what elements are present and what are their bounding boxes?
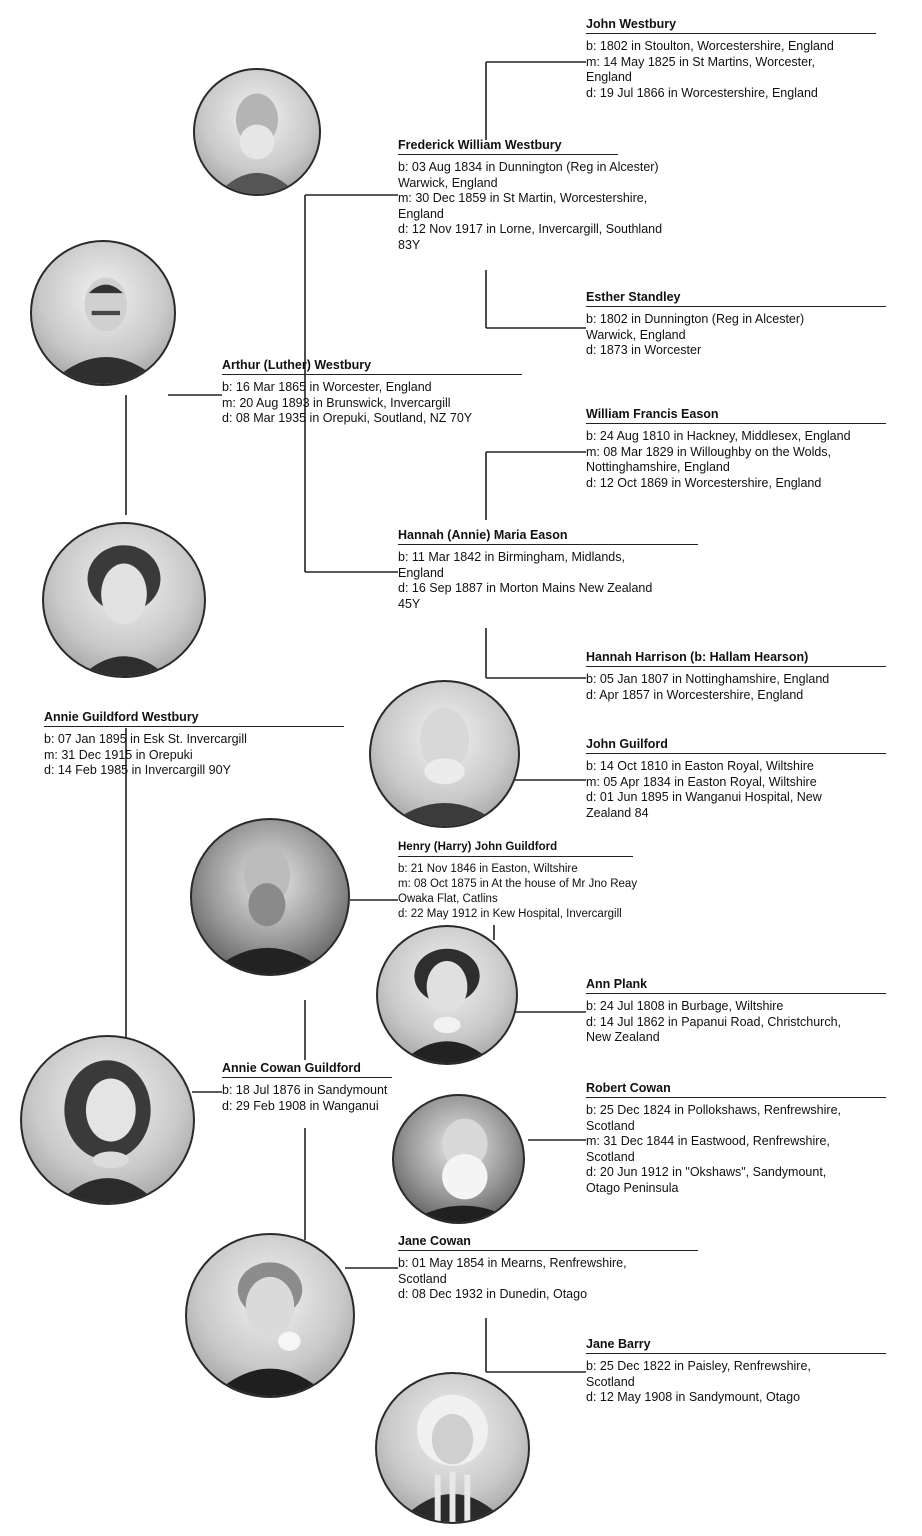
person-ann-plank: [586, 977, 886, 1046]
person-name: Frederick William Westbury: [398, 138, 618, 155]
portrait-robert-cowan: [392, 1094, 525, 1224]
person-detail-line: b: 25 Dec 1824 in Pollokshaws, Renfrewshire,: [586, 1103, 841, 1117]
person-detail-line: m: 08 Mar 1829 in Willoughby on the Wolds,: [586, 444, 832, 459]
person-detail-line: m: 05 Apr 1834 in Easton Royal, Wiltshire: [586, 774, 817, 789]
person-detail-line: m: 14 May 1825 in St Martins, Worcester,: [586, 54, 816, 69]
person-name: Arthur (Luther) Westbury: [222, 358, 522, 375]
person-detail-line: m: 30 Dec 1859 in St Martin, Worcestershire,: [398, 191, 648, 205]
person-name: Annie Guildford Westbury: [44, 710, 344, 727]
person-detail-line: d: 1873 in Worcester: [586, 343, 702, 357]
person-detail-line: d: 22 May 1912 in Kew Hospital, Invercargill: [398, 908, 622, 920]
person-detail-line: b: 1802 in Dunnington (Reg in Alcester): [586, 312, 805, 326]
person-name: Ann Plank: [586, 977, 886, 994]
person-frederick-william-westbury: [398, 138, 662, 253]
person-detail-line: Scotland: [586, 1149, 635, 1164]
person-detail-line: b: 01 May 1854 in Mearns, Renfrewshire,: [398, 1256, 627, 1270]
portrait-john-guilford: [369, 680, 520, 828]
person-detail-line: d: 12 Nov 1917 in Lorne, Invercargill, Southland: [398, 222, 663, 236]
person-detail-line: d: 29 Feb 1908 in Wanganui: [222, 1098, 379, 1113]
person-detail-line: b: 1802 in Stoulton, Worcestershire, England: [586, 39, 834, 53]
portrait-jane-barry: [375, 1372, 530, 1524]
person-detail-line: Otago Peninsula: [586, 1180, 679, 1195]
person-detail-line: Scotland: [586, 1118, 635, 1133]
person-detail-line: b: 24 Aug 1810 in Hackney, Middlesex, England: [586, 429, 851, 443]
person-detail-line: m: 31 Dec 1844 in Eastwood, Renfrewshire,: [586, 1134, 830, 1148]
person-detail-line: b: 21 Nov 1846 in Easton, Wiltshire: [398, 863, 578, 875]
person-detail-line: b: 18 Jul 1876 in Sandymount: [222, 1083, 388, 1097]
person-detail-line: d: 12 Oct 1869 in Worcestershire, England: [586, 475, 822, 490]
portrait-arthur-luther-westbury: [30, 240, 176, 386]
person-henry-harry-john-guildford: [398, 840, 637, 922]
person-detail-line: Warwick, England: [586, 327, 686, 342]
person-detail-line: d: 01 Jun 1895 in Wanganui Hospital, New: [586, 790, 822, 804]
person-detail-line: 83Y: [398, 237, 421, 252]
person-esther-standley: [586, 290, 886, 359]
person-detail-line: d: 08 Mar 1935 in Orepuki, Soutland, NZ 70Y: [222, 411, 473, 425]
person-name: Hannah (Annie) Maria Eason: [398, 528, 698, 545]
person-detail-line: 45Y: [398, 596, 421, 611]
person-detail-line: Nottinghamshire, England: [586, 460, 730, 474]
person-detail-line: b: 05 Jan 1807 in Nottinghamshire, England: [586, 672, 830, 686]
person-detail-line: Zealand 84: [586, 805, 649, 820]
person-detail-line: b: 24 Jul 1808 in Burbage, Wiltshire: [586, 999, 784, 1013]
person-detail-line: m: 20 Aug 1893 in Brunswick, Invercargill: [222, 395, 451, 410]
portrait-jane-cowan: [185, 1233, 355, 1398]
person-name: William Francis Eason: [586, 407, 886, 424]
person-name: Annie Cowan Guildford: [222, 1061, 392, 1078]
person-detail-line: b: 07 Jan 1895 in Esk St. Invercargill: [44, 732, 247, 746]
person-hannah-harrison: [586, 650, 886, 703]
person-name: Jane Cowan: [398, 1234, 698, 1251]
person-detail-line: d: Apr 1857 in Worcestershire, England: [586, 687, 804, 702]
person-name: Hannah Harrison (b: Hallam Hearson): [586, 650, 886, 667]
person-detail-line: d: 12 May 1908 in Sandymount, Otago: [586, 1390, 801, 1404]
person-detail-line: Scotland: [586, 1374, 635, 1389]
person-name: John Westbury: [586, 17, 876, 34]
person-annie-guildford-westbury: [44, 710, 344, 779]
person-detail-line: d: 08 Dec 1932 in Dunedin, Otago: [398, 1287, 588, 1301]
person-name: John Guilford: [586, 737, 886, 754]
person-arthur-luther-westbury: [222, 358, 522, 427]
person-john-guilford: [586, 737, 886, 821]
person-william-francis-eason: [586, 407, 886, 491]
person-detail-line: Owaka Flat, Catlins: [398, 893, 498, 905]
person-detail-line: New Zealand: [586, 1030, 660, 1044]
person-detail-line: b: 14 Oct 1810 in Easton Royal, Wiltshire: [586, 759, 814, 773]
person-name: Henry (Harry) John Guildford: [398, 840, 633, 857]
person-annie-cowan-guildford: [222, 1061, 392, 1114]
person-detail-line: England: [586, 70, 632, 84]
person-jane-barry: [586, 1337, 886, 1406]
person-name: Jane Barry: [586, 1337, 886, 1354]
portrait-frederick-william-westbury: [193, 68, 321, 196]
person-detail-line: d: 20 Jun 1912 in "Okshaws", Sandymount,: [586, 1165, 827, 1179]
person-detail-line: d: 16 Sep 1887 in Morton Mains New Zealand: [398, 581, 653, 595]
person-name: Esther Standley: [586, 290, 886, 307]
person-detail-line: m: 08 Oct 1875 in At the house of Mr Jno Reay: [398, 878, 638, 890]
person-robert-cowan: [586, 1081, 886, 1196]
person-detail-line: Scotland: [398, 1271, 447, 1286]
person-hannah-annie-maria-eason: [398, 528, 698, 612]
person-detail-line: England: [398, 206, 444, 221]
person-detail-line: England: [398, 565, 444, 580]
person-jane-cowan: [398, 1234, 698, 1303]
person-detail-line: b: 16 Mar 1865 in Worcester, England: [222, 380, 432, 394]
person-detail-line: b: 03 Aug 1834 in Dunnington (Reg in Alcester): [398, 160, 659, 174]
person-detail-line: d: 14 Feb 1985 in Invercargill 90Y: [44, 763, 231, 777]
person-name: Robert Cowan: [586, 1081, 886, 1098]
person-detail-line: d: 19 Jul 1866 in Worcestershire, England: [586, 85, 818, 100]
portrait-ann-plank: [376, 925, 518, 1065]
portrait-annie-guildford-westbury: [42, 522, 206, 678]
portrait-annie-cowan-guildford: [20, 1035, 195, 1205]
person-john-westbury: [586, 17, 876, 101]
person-detail-line: d: 14 Jul 1862 in Papanui Road, Christchurch,: [586, 1014, 842, 1029]
person-detail-line: Warwick, England: [398, 175, 498, 190]
person-detail-line: b: 25 Dec 1822 in Paisley, Renfrewshire,: [586, 1359, 811, 1373]
person-detail-line: b: 11 Mar 1842 in Birmingham, Midlands,: [398, 550, 625, 564]
portrait-henry-harry-john-guildford: [190, 818, 350, 976]
person-detail-line: m: 31 Dec 1915 in Orepuki: [44, 747, 193, 762]
